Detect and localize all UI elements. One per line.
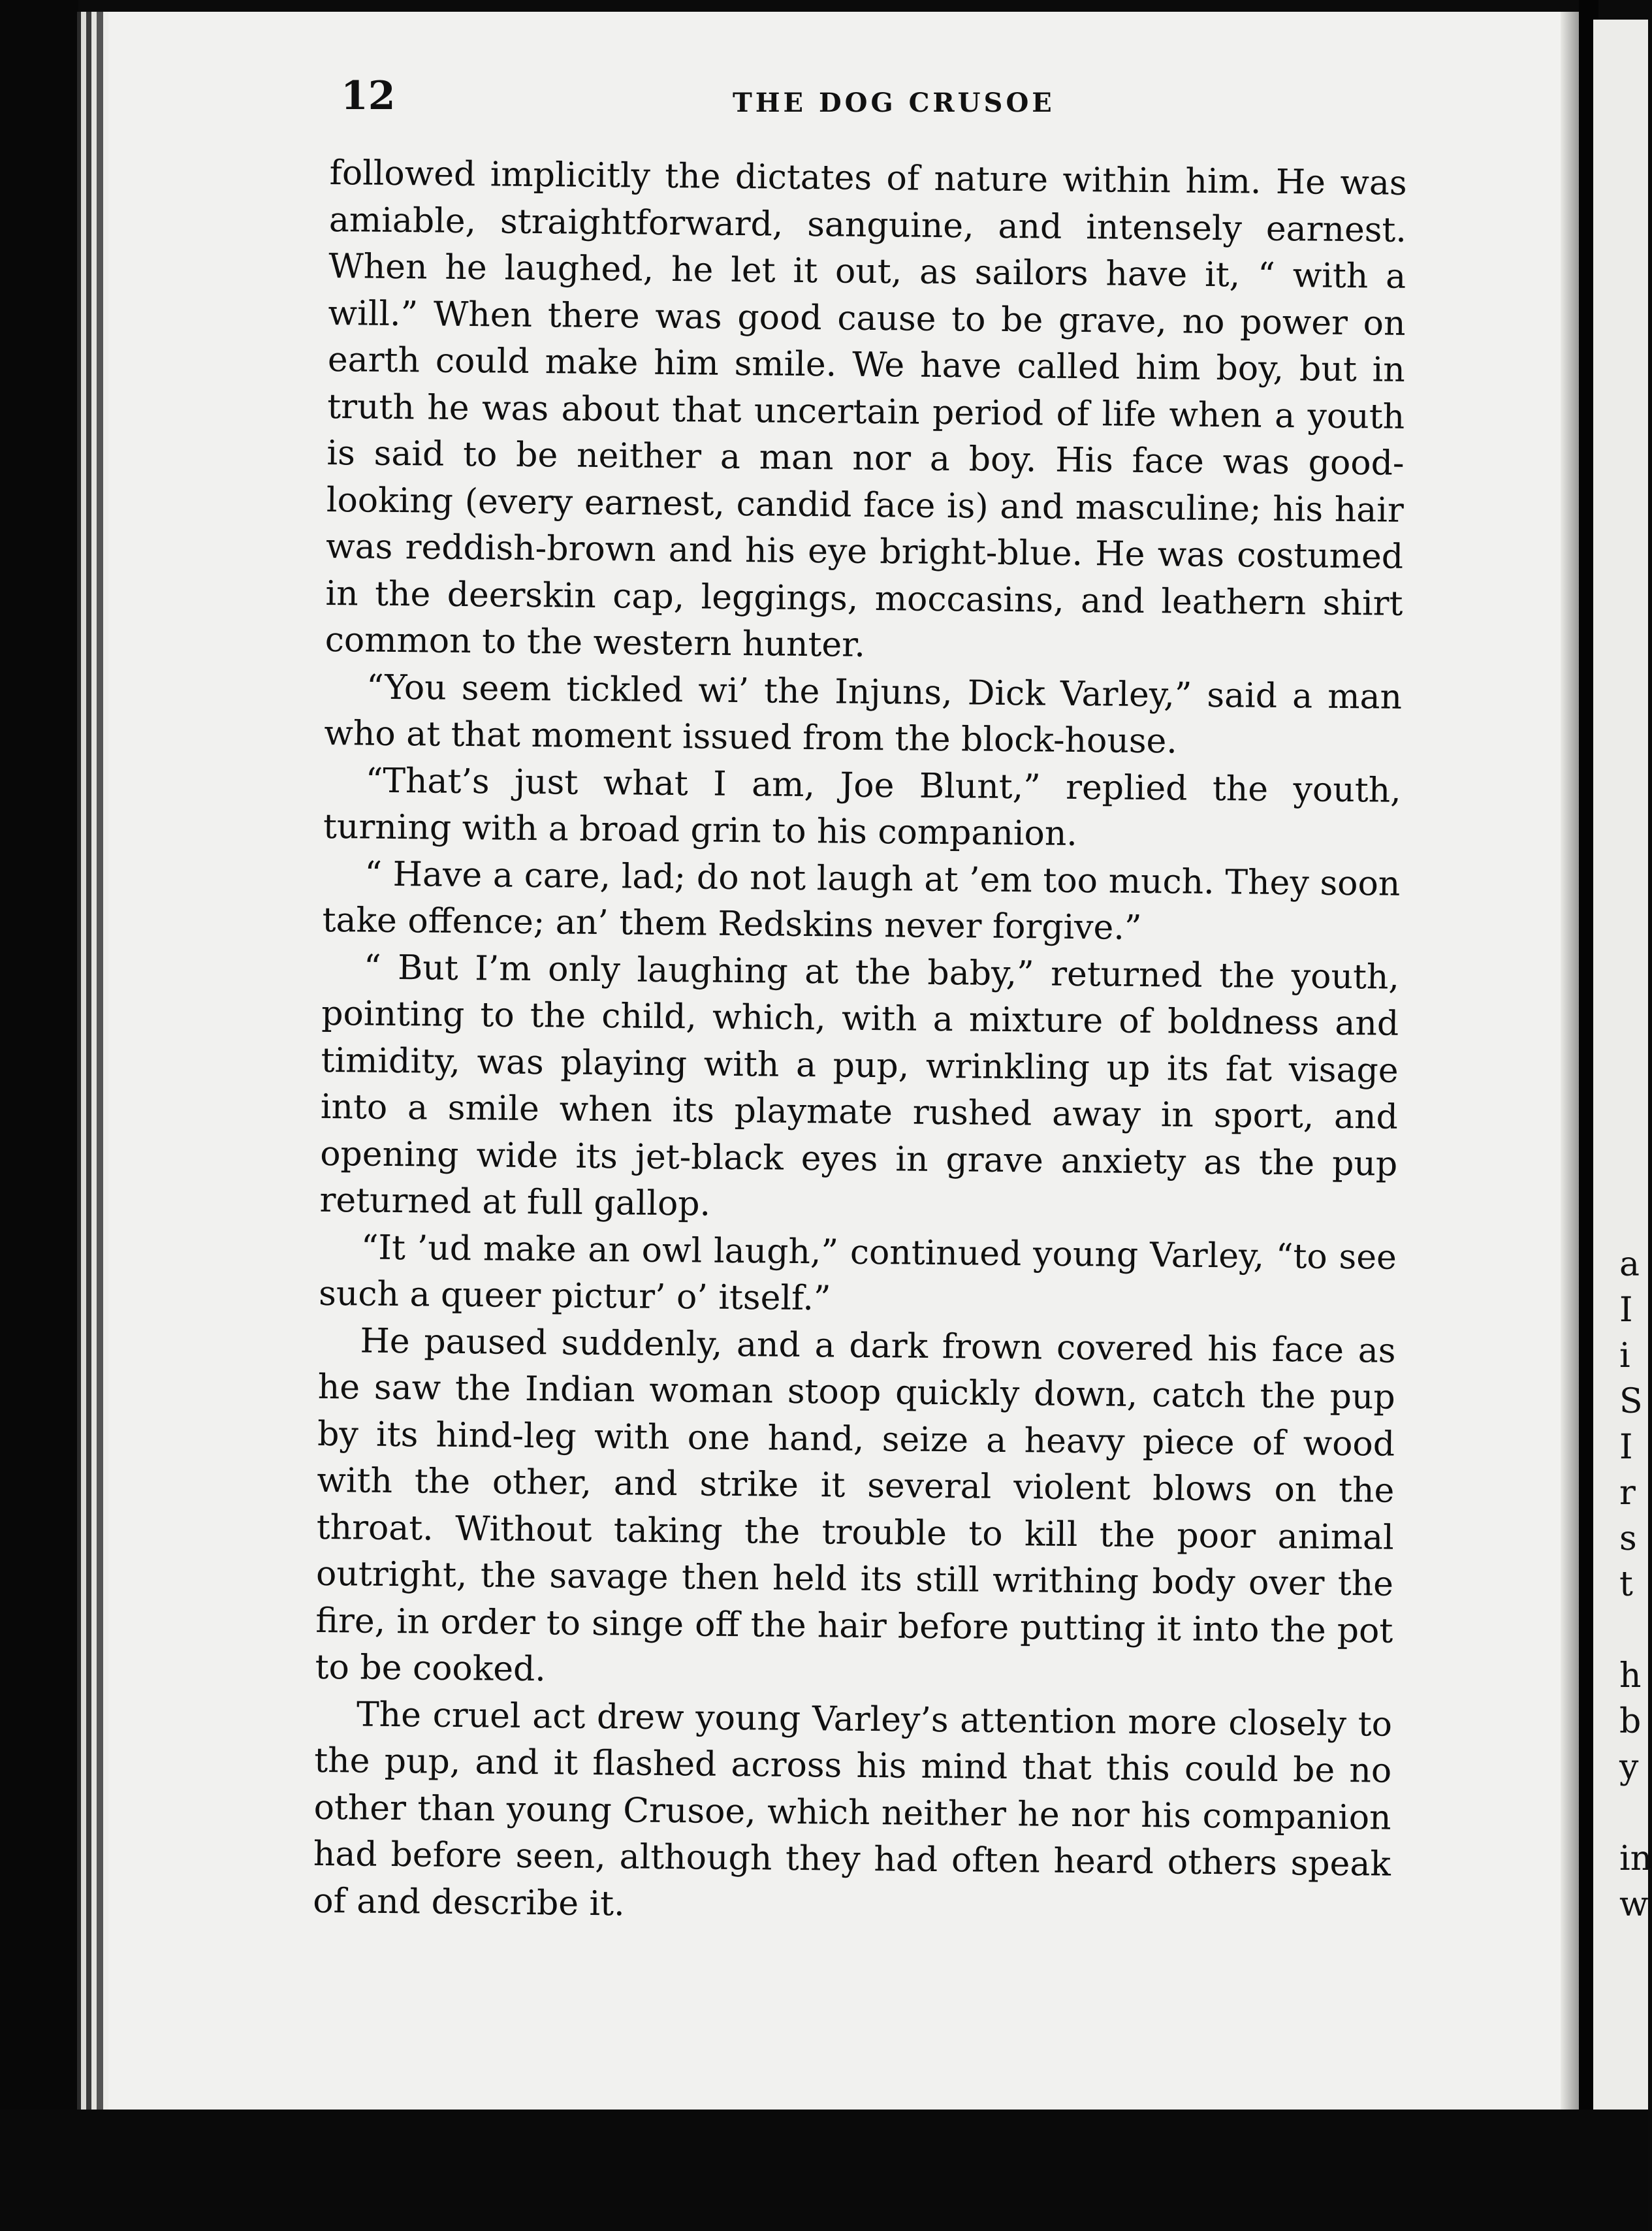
facing-page-fragment: in bbox=[1619, 1839, 1652, 1878]
facing-page-fragment: h bbox=[1619, 1656, 1642, 1695]
scan-bottom-margin bbox=[0, 2110, 1648, 2231]
facing-page-fragment: I bbox=[1619, 1428, 1633, 1467]
page-number: 12 bbox=[341, 73, 396, 119]
facing-page-fragment: t bbox=[1619, 1565, 1633, 1604]
facing-page-fragment: r bbox=[1619, 1473, 1636, 1513]
page-body bbox=[313, 150, 1407, 1935]
facing-page-fragment: S bbox=[1619, 1382, 1643, 1421]
paragraph: He paused suddenly, and a dark frown covered his face as he saw the Indian woman stoop quickly down, catch the pup by its hind-leg with one hand, seize a heavy piece of wood with the other, and strike it several violent blows on the throat. Without taking the trouble to kill the poor animal outright, the savage then held its still writhing body over the fire, in order to singe off the hair before putting it into the pot to be cooked. bbox=[315, 1321, 1396, 1690]
facing-page-fragment: I bbox=[1619, 1291, 1633, 1330]
scan-left-margin bbox=[0, 0, 78, 2231]
paragraph: “ Have a care, lad; do not laugh at ’em too much. They soon take offence; an’ them Redskins never forgive.” bbox=[322, 854, 1401, 948]
facing-page-edge bbox=[1593, 20, 1652, 2129]
paragraph: The cruel act drew young Varley’s attention more closely to the pup, and it flashed across his mind that this could be no other than young Crusoe, which neither he nor his companion had before seen, although they had often heard others speak of and describe it. bbox=[312, 1695, 1393, 1923]
paragraph: “That’s just what I am, Joe Blunt,” replied the youth, turning with a broad grin to his companion. bbox=[323, 761, 1401, 854]
paragraph: “You seem tickled wi’ the Injuns, Dick Varley,” said a man who at that moment issued from the block-house. bbox=[324, 667, 1403, 762]
facing-page-fragment: a bbox=[1619, 1245, 1640, 1284]
facing-page-fragment: s bbox=[1619, 1519, 1637, 1558]
running-head: THE DOG CRUSOE bbox=[733, 88, 1055, 118]
facing-page-fragment: b bbox=[1619, 1702, 1642, 1741]
facing-page-fragment: y bbox=[1619, 1748, 1639, 1787]
paragraph: “It ’ud make an owl laugh,” continued young Varley, “to see such a queer pictur’ o’ itself.” bbox=[318, 1228, 1397, 1319]
paragraph: “ But I’m only laughing at the baby,” returned the youth, pointing to the child, which, with a mixture of boldness and timidity, was playing with a pup, wrinkling up its fat visage into a smile when its playmate rushed away in sport, and opening wide its jet-black eyes in grave anxiety as the pup returned at full gallop. bbox=[319, 948, 1400, 1224]
facing-page-fragment: w bbox=[1619, 1885, 1649, 1924]
paragraph: followed implicitly the dictates of nature within him. He was amiable, straightforward, sanguine, and intensely earnest. When he laughed, he let it out, as sailors have it, “ with a will.” When there was good cause to be grave, no power on earth could make him smile. We have called him boy, but in truth he was about that uncertain period of life when a youth is said to be neither a man nor a boy. His face was good-looking (every earnest, candid face is) and masculine; his hair was reddish-brown and his eye bright-blue. He was costumed in the deerskin cap, leggings, moccasins, and leathern shirt common to the western hunter. bbox=[325, 153, 1407, 665]
facing-page-fragment: i bbox=[1619, 1336, 1630, 1375]
